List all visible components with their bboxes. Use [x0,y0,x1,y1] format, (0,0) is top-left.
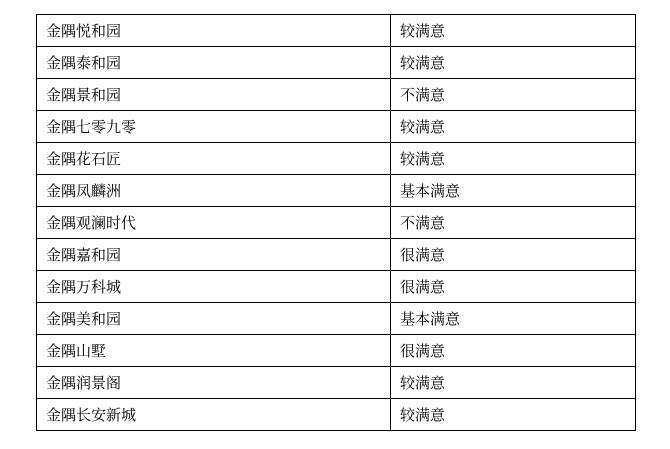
table-row [37,367,636,399]
community-name-cell: 金隅花石匠 [37,143,391,175]
community-name-cell: 金隅七零九零 [37,111,391,143]
community-name-cell: 金隅万科城 [37,271,391,303]
community-name-cell: 金隅美和园 [37,303,391,335]
satisfaction-rating-cell: 基本满意 [391,303,636,335]
satisfaction-table-body [37,15,636,431]
satisfaction-rating-cell: 较满意 [391,367,636,399]
satisfaction-rating-cell: 不满意 [391,79,636,111]
table-row [37,399,636,431]
satisfaction-rating-cell: 较满意 [391,143,636,175]
table-row [37,207,636,239]
satisfaction-rating-cell: 较满意 [391,47,636,79]
satisfaction-rating-cell: 基本满意 [391,175,636,207]
satisfaction-rating-cell: 较满意 [391,15,636,47]
satisfaction-rating-cell: 很满意 [391,335,636,367]
table-row [37,15,636,47]
table-row [37,143,636,175]
satisfaction-rating-cell: 很满意 [391,271,636,303]
community-name-cell: 金隅悦和园 [37,15,391,47]
community-name-cell: 金隅凤麟洲 [37,175,391,207]
table-row [37,239,636,271]
table-row [37,111,636,143]
community-name-cell: 金隅长安新城 [37,399,391,431]
satisfaction-rating-cell: 不满意 [391,207,636,239]
community-name-cell: 金隅观澜时代 [37,207,391,239]
table-row [37,175,636,207]
satisfaction-rating-cell: 较满意 [391,111,636,143]
satisfaction-rating-cell: 很满意 [391,239,636,271]
community-name-cell: 金隅泰和园 [37,47,391,79]
community-name-cell: 金隅山墅 [37,335,391,367]
table-row [37,271,636,303]
table-row [37,335,636,367]
table-row [37,303,636,335]
table-row [37,47,636,79]
community-name-cell: 金隅嘉和园 [37,239,391,271]
community-name-cell: 金隅润景阁 [37,367,391,399]
satisfaction-rating-cell: 较满意 [391,399,636,431]
satisfaction-table [36,14,636,431]
community-name-cell: 金隅景和园 [37,79,391,111]
table-row [37,79,636,111]
